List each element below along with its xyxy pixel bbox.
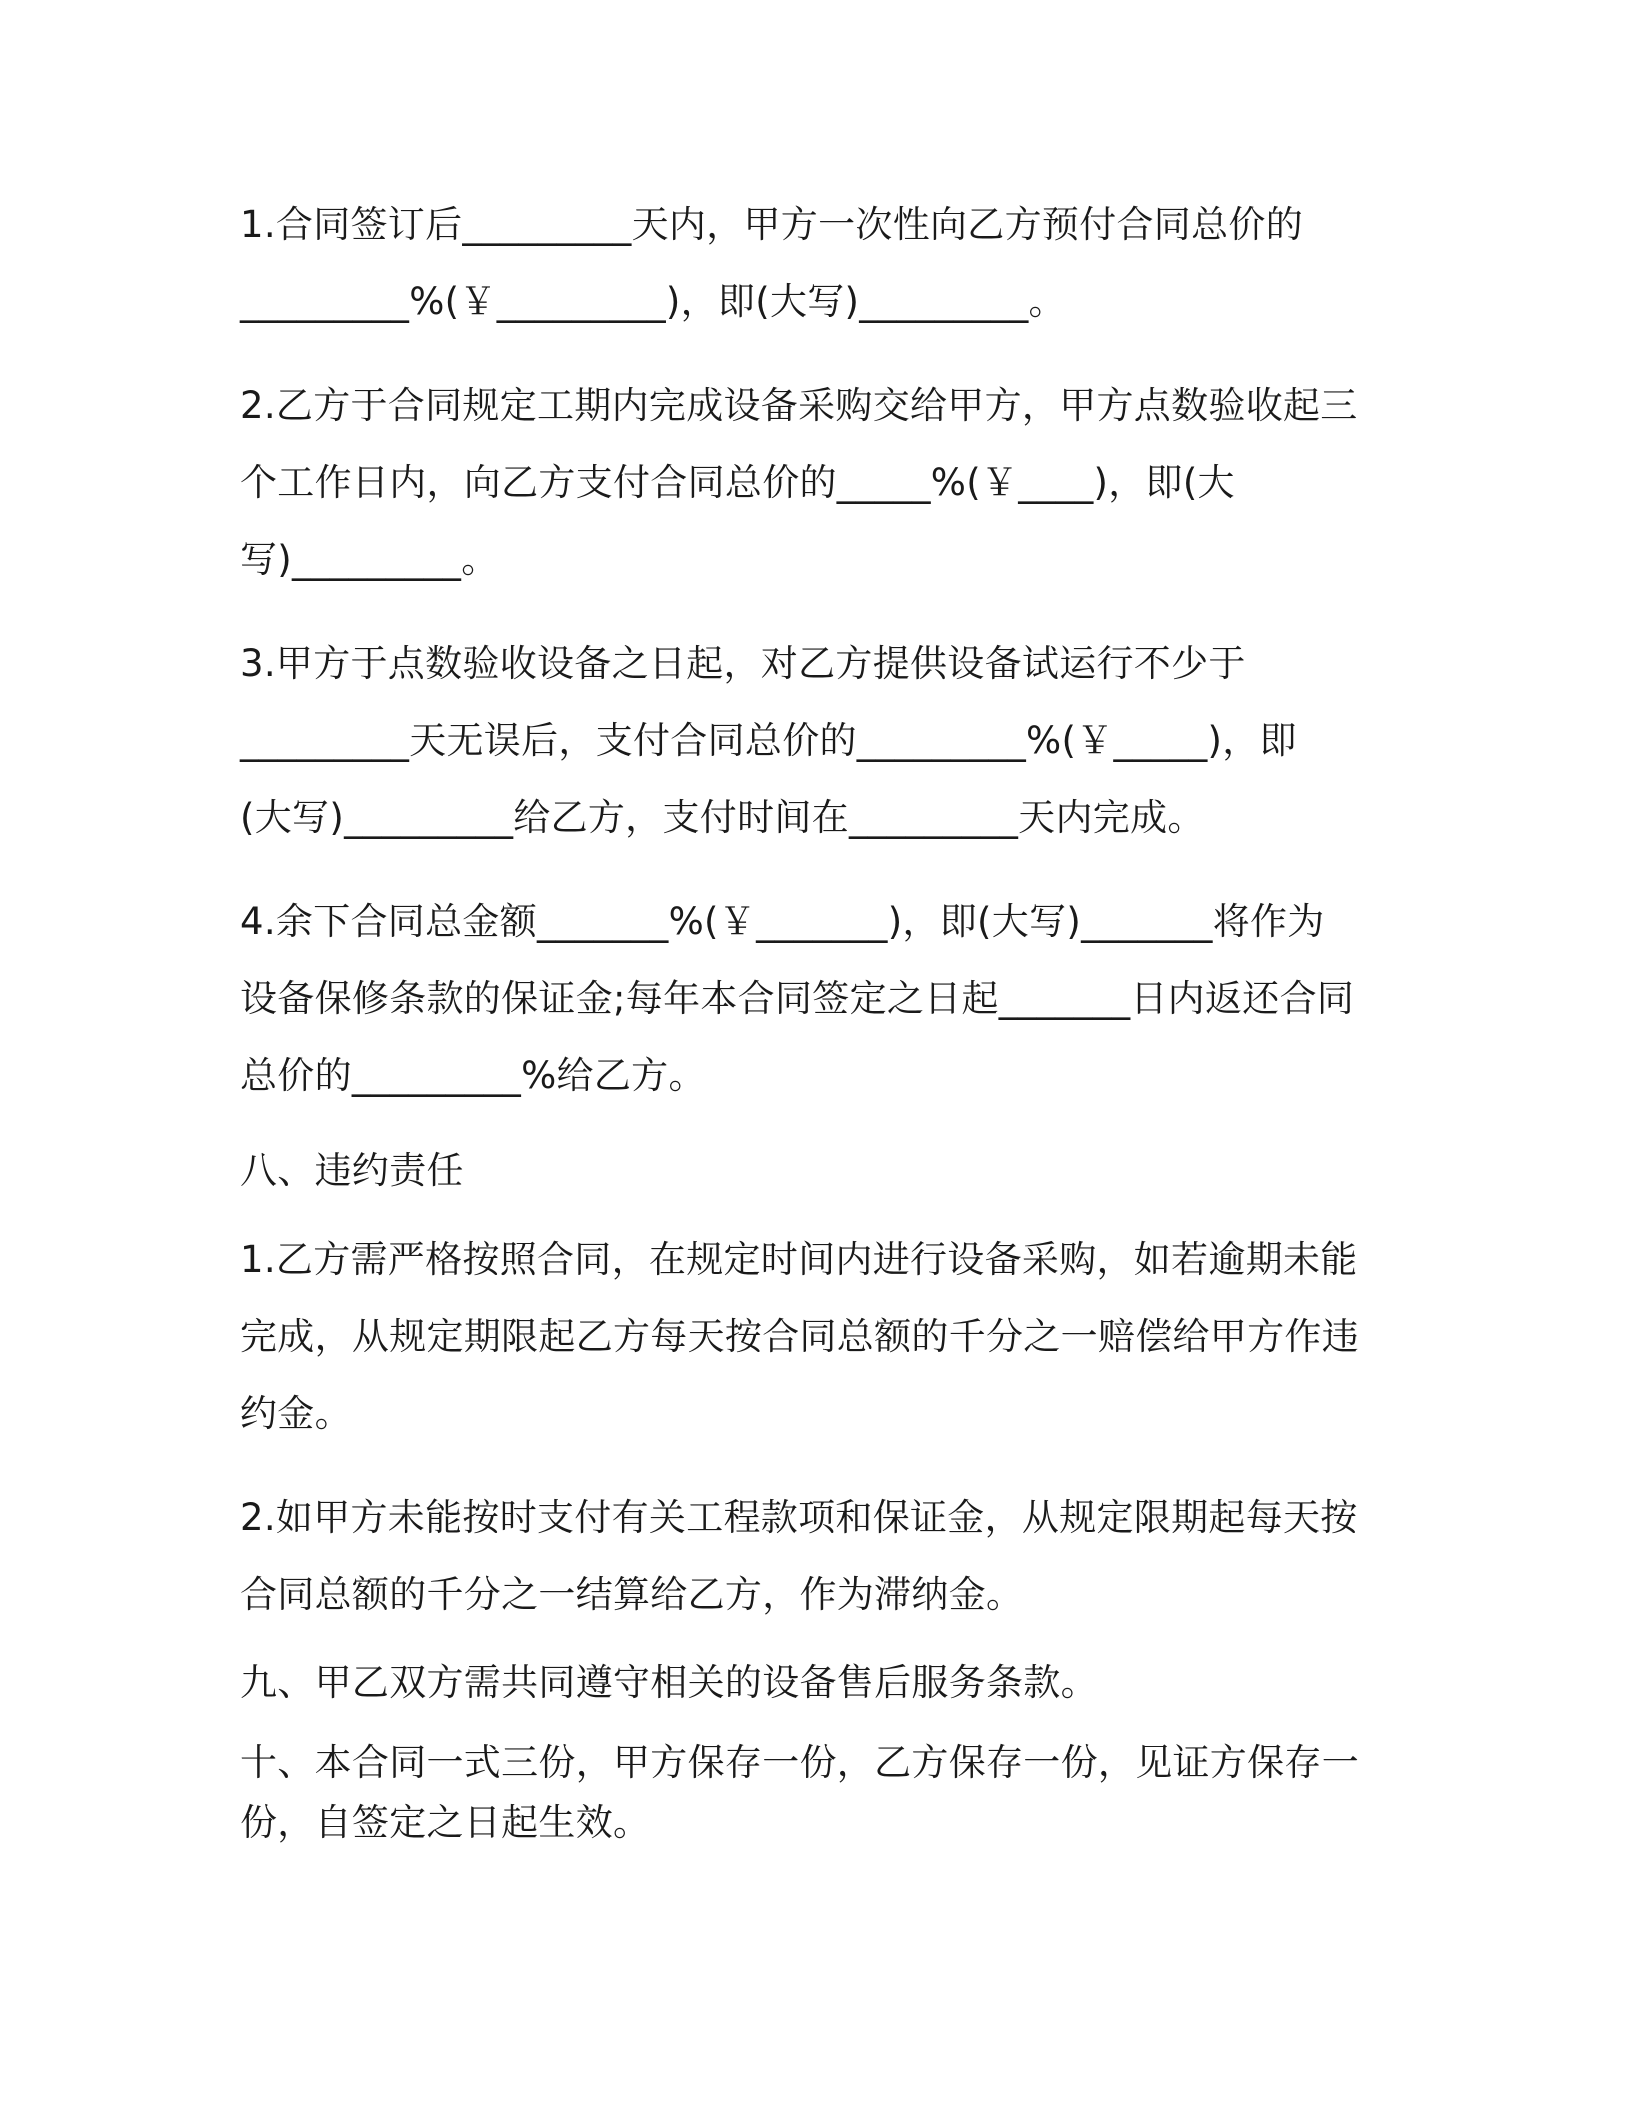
clause-line: 3.甲方于点数验收设备之日起，对乙方提供设备试运行不少于 <box>240 642 1246 685</box>
clause-line: _________%(￥_________)，即(大写)_________。 <box>240 280 1066 323</box>
clause-line: 写)_________。 <box>240 538 499 581</box>
section-8-heading: 八、违约责任 <box>240 1149 464 1192</box>
payment-clause-1 <box>240 186 1372 340</box>
penalty-clause-1 <box>240 1221 1372 1452</box>
clause-line: 设备保修条款的保证金;每年本合同签定之日起_______日内返还合同 <box>240 977 1355 1020</box>
document-body <box>240 186 1372 1853</box>
clause-line: 十、本合同一式三份，甲方保存一份，乙方保存一份，见证方保存一 <box>240 1741 1359 1784</box>
clause-line: 1.乙方需严格按照合同，在规定时间内进行设备采购，如若逾期未能 <box>240 1238 1358 1281</box>
clause-line: 完成，从规定期限起乙方每天按合同总额的千分之一赔偿给甲方作违 <box>240 1315 1359 1358</box>
clause-line: 个工作日内，向乙方支付合同总价的_____%(￥____)，即(大 <box>240 461 1235 504</box>
section-10 <box>240 1733 1372 1853</box>
clause-line: _________天无误后，支付合同总价的_________%(￥_____)，即 <box>240 719 1297 762</box>
clause-line: 份，自签定之日起生效。 <box>240 1801 651 1844</box>
payment-clause-4 <box>240 883 1372 1114</box>
payment-clause-2 <box>240 367 1372 598</box>
payment-clause-3 <box>240 625 1372 856</box>
clause-line: 4.余下合同总金额_______%(￥_______)，即(大写)_______将作为 <box>240 900 1325 943</box>
clause-line: 合同总额的千分之一结算给乙方，作为滞纳金。 <box>240 1573 1024 1616</box>
clause-line: (大写)_________给乙方，支付时间在_________天内完成。 <box>240 796 1205 839</box>
penalty-clause-2 <box>240 1479 1372 1633</box>
clause-line: 2.如甲方未能按时支付有关工程款项和保证金，从规定限期起每天按 <box>240 1496 1358 1539</box>
clause-line: 约金。 <box>240 1392 352 1435</box>
clause-line: 2.乙方于合同规定工期内完成设备采购交给甲方，甲方点数验收起三 <box>240 384 1358 427</box>
section-9: 九、甲乙双方需共同遵守相关的设备售后服务条款。 <box>240 1661 1098 1704</box>
clause-line: 总价的_________%给乙方。 <box>240 1054 706 1097</box>
clause-line: 1.合同签订后_________天内，甲方一次性向乙方预付合同总价的 <box>240 203 1303 246</box>
